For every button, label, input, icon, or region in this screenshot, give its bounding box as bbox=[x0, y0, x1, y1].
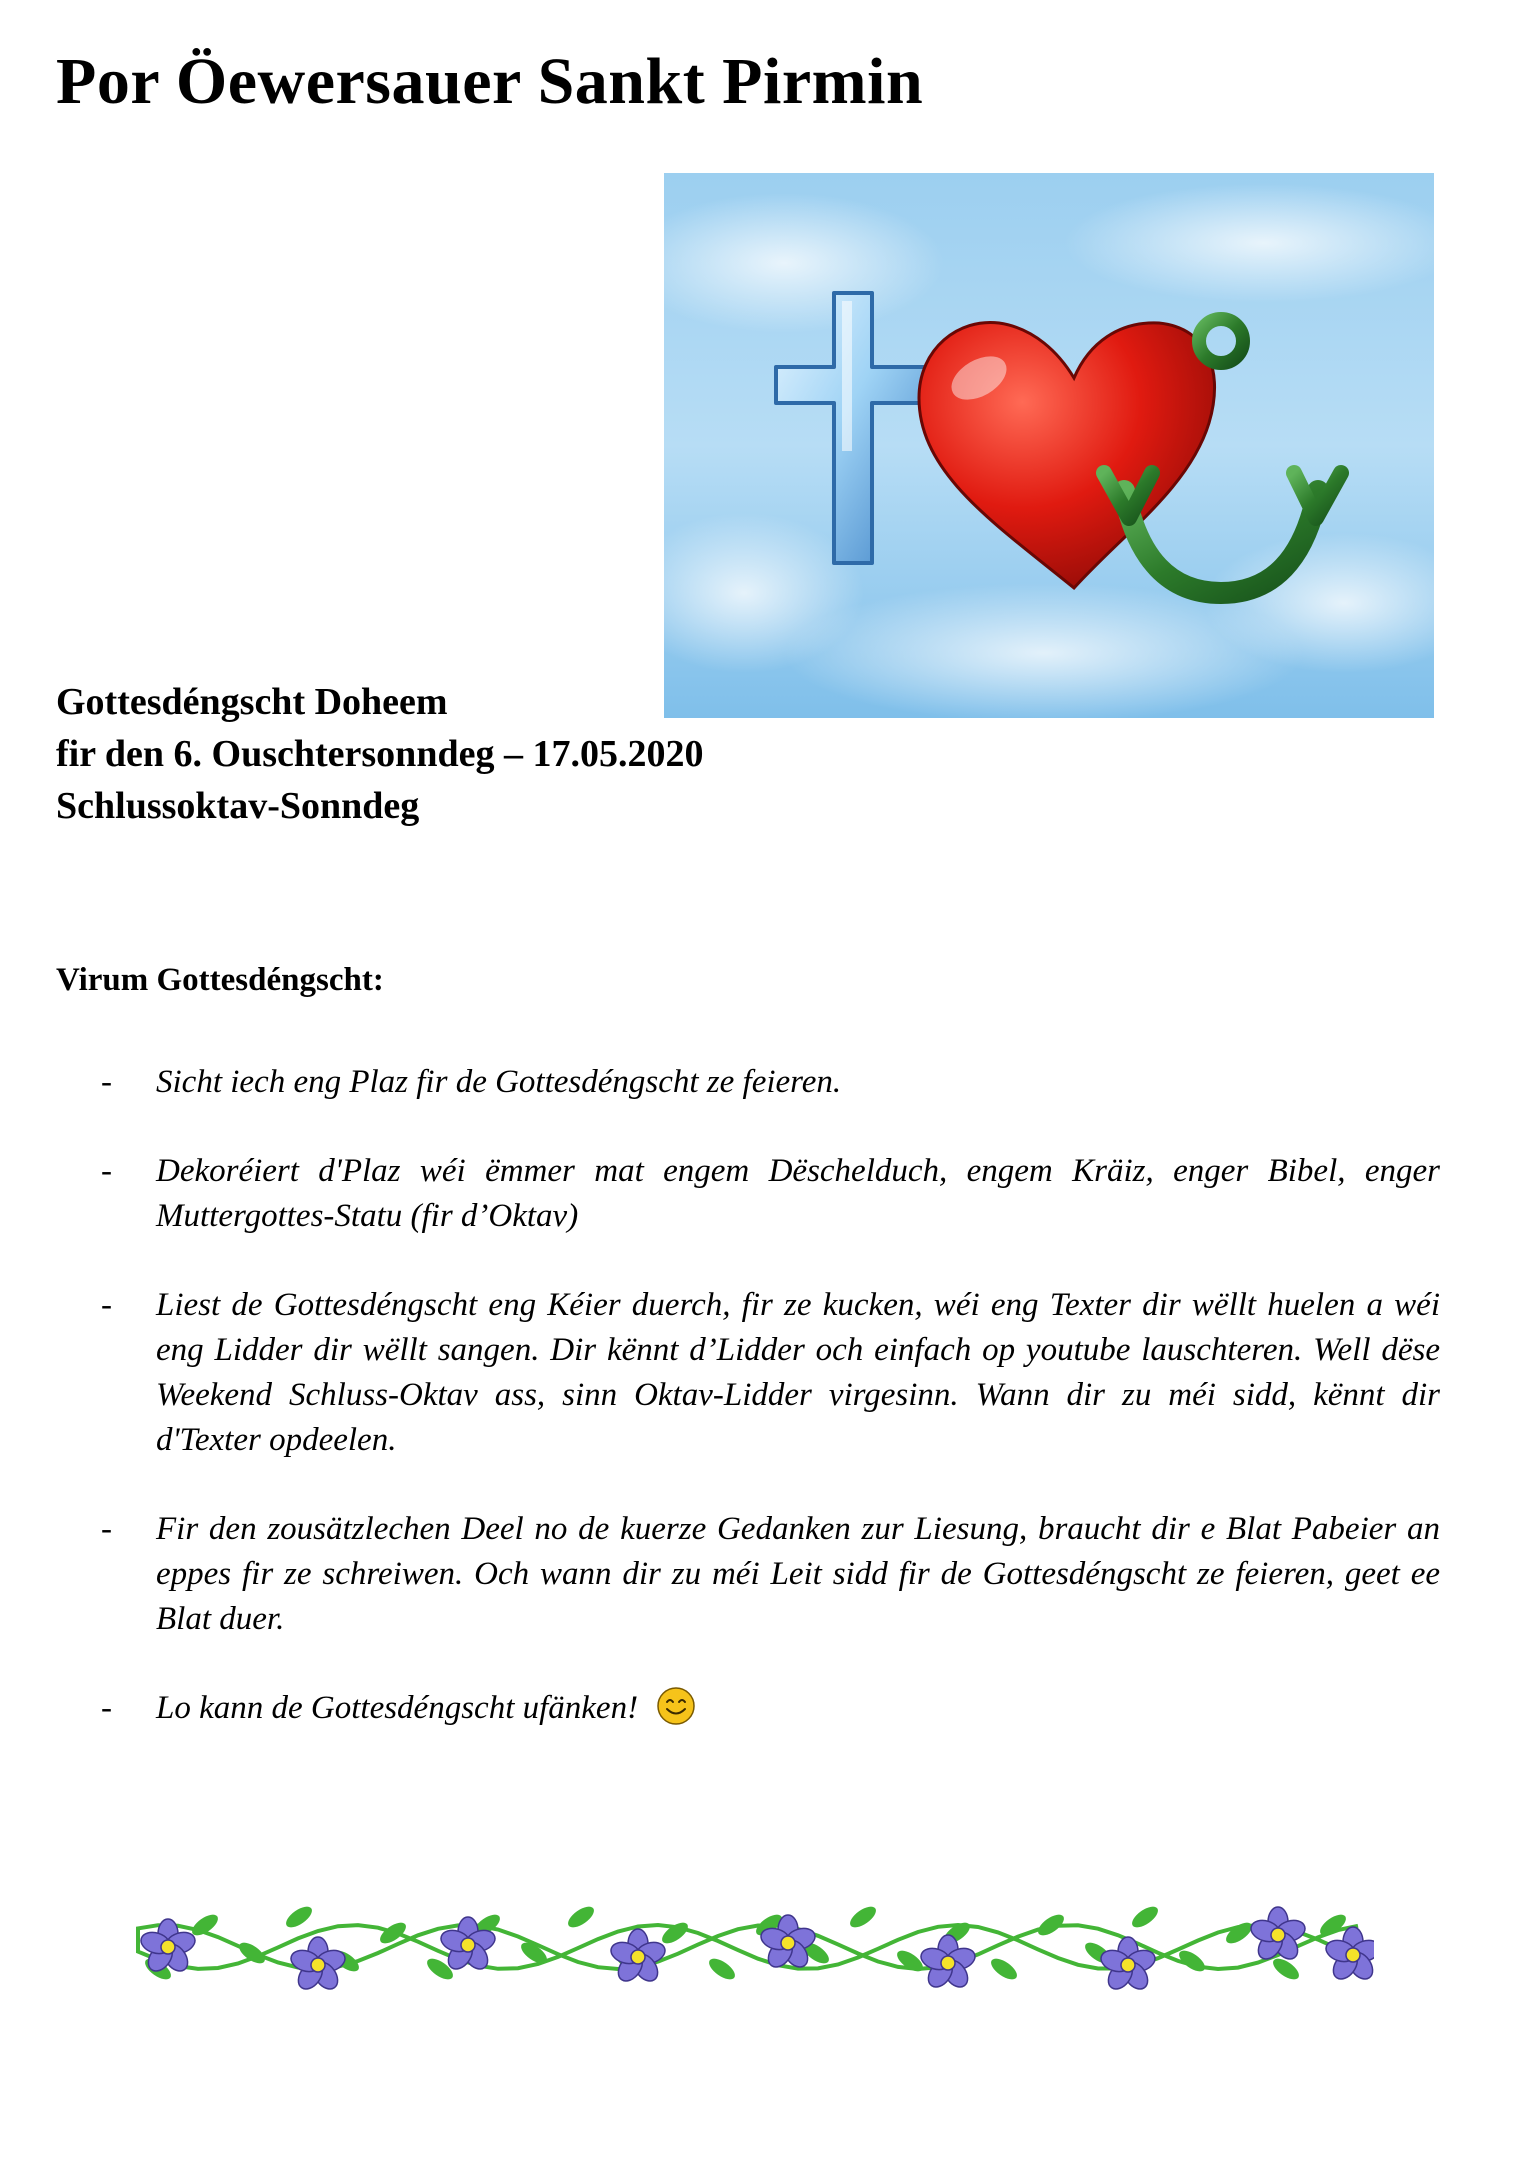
flower-icon bbox=[1323, 1927, 1374, 1984]
list-item bbox=[101, 1060, 1440, 1105]
flower-icon bbox=[288, 1937, 347, 1994]
flower-vine-border bbox=[128, 1877, 1374, 2005]
preparation-list bbox=[101, 1060, 1440, 1775]
list-item bbox=[101, 1149, 1440, 1239]
list-item bbox=[101, 1507, 1440, 1642]
service-date: fir den 6. Ouschtersonndeg – 17.05.2020 bbox=[56, 733, 704, 775]
list-item bbox=[101, 1686, 1440, 1731]
smiley-icon bbox=[656, 1686, 696, 1726]
vine-leaf bbox=[1129, 1903, 1162, 1932]
list-item-text: Fir den zousätzlechen Deel no de kuerze Gedanken zur Liesung, braucht dir e Blat Pabeier an eppes fir ze schreiwen. Och wann dir zu méi Leit sidd fir de Gottesdéngscht ze feieren, geet ee Blat duer. bbox=[156, 1511, 1440, 1637]
list-item-text: Dekoréiert d'Plaz wéi ëmmer mat engem Dëschelduch, engem Kräiz, enger Bibel, enger Muttergottes-Statu (fir d’Oktav) bbox=[156, 1153, 1440, 1234]
flower-icon bbox=[918, 1935, 977, 1992]
flower-icon bbox=[608, 1929, 667, 1986]
vine-leaf bbox=[988, 1955, 1021, 1984]
service-title: Gottesdéngscht Doheem bbox=[56, 681, 448, 723]
vine-leaf bbox=[706, 1955, 739, 1984]
list-item bbox=[101, 1283, 1440, 1463]
section-heading: Virum Gottesdéngscht: bbox=[56, 962, 384, 998]
bullet-dash: - bbox=[101, 1064, 112, 1100]
cross-heart-anchor-image bbox=[664, 173, 1434, 718]
service-heading bbox=[56, 676, 703, 832]
vine-leaf bbox=[659, 1919, 692, 1948]
list-item-text: Liest de Gottesdéngscht eng Kéier duerch, fir ze kucken, wéi eng Texter dir wëllt huelen a wéi eng Lidder dir wëllt sangen. Dir kënnt d’Lidder och einfach op youtube lauschteren. Well dëse Weekend Schluss-Oktav ass, sinn Oktav-Lidder virgesinn. Wann dir zu méi sidd, kënnt dir d'Texter opdeelen. bbox=[156, 1287, 1440, 1458]
list-item-text: Lo kann de Gottesdéngscht ufänken! bbox=[156, 1690, 639, 1726]
vine-leaf bbox=[1223, 1919, 1256, 1948]
vine-leaf bbox=[894, 1947, 927, 1976]
bullet-dash: - bbox=[101, 1511, 112, 1547]
vine-leaf bbox=[283, 1903, 316, 1932]
vine-leaf bbox=[847, 1903, 880, 1932]
bullet-dash: - bbox=[101, 1287, 112, 1323]
flower-icon bbox=[1098, 1937, 1157, 1994]
vine-leaf bbox=[565, 1903, 598, 1932]
page-title: Por Öewersauer Sankt Pirmin bbox=[56, 45, 924, 118]
bullet-dash: - bbox=[101, 1690, 112, 1726]
bullet-dash: - bbox=[101, 1153, 112, 1189]
list-item-text: Sicht iech eng Plaz fir de Gottesdéngscht ze feieren. bbox=[156, 1064, 842, 1100]
service-occasion: Schlussoktav-Sonndeg bbox=[56, 785, 420, 827]
